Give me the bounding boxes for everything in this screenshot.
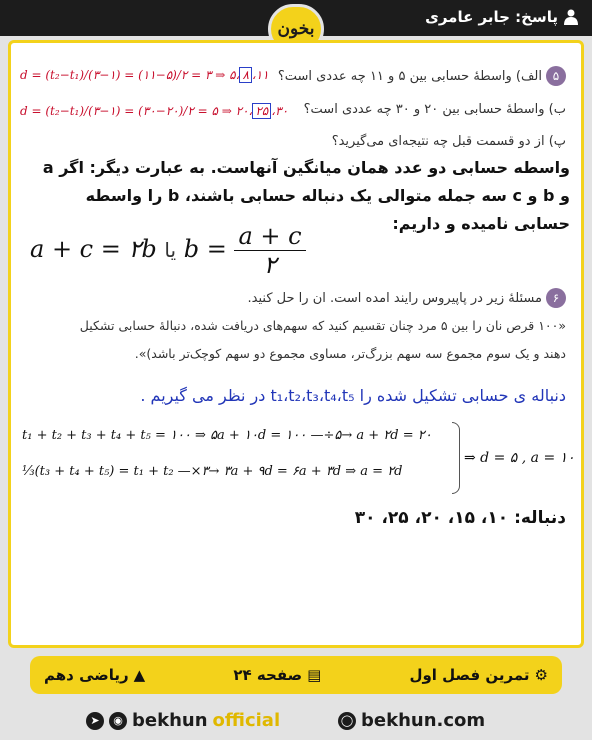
user-icon bbox=[564, 9, 578, 25]
footer-bar bbox=[30, 656, 562, 694]
book-label: ریاضی دهم bbox=[44, 666, 129, 684]
graduation-cap-icon: ▲ bbox=[133, 666, 146, 684]
solution-tail: ،۱۱ bbox=[251, 68, 269, 82]
q6-quote-1: «۱۰۰ قرص نان را بین ۵ مرد چنان تقسیم کنید که سهم‌های دریافت شده، دنبالهٔ حسابی تشکیل bbox=[79, 318, 566, 333]
definition-line-1: واسطه حسابی دو عدد همان میانگین آنهاست. به عبارت دیگر: اگر a bbox=[42, 158, 570, 177]
handle-part-a: bekhun bbox=[132, 710, 208, 731]
website-text: bekhun.com bbox=[361, 710, 486, 731]
content-card bbox=[8, 40, 584, 648]
q5-part-a-solution bbox=[20, 68, 269, 82]
globe-icon: ◯ bbox=[338, 712, 356, 730]
formula-b: b = bbox=[183, 235, 227, 263]
fraction-denominator: ۲ bbox=[263, 251, 277, 279]
answer-box: ۲۵ bbox=[252, 103, 271, 119]
brace bbox=[452, 422, 460, 494]
q5-part-c bbox=[332, 134, 566, 149]
equation-1: t₁ + t₂ + t₃ + t₄ + t₅ = ۱۰۰ ⇒ ۵a + ۱۰d = ۱۰۰ —÷۵→ a + ۲d = ۲۰ bbox=[22, 428, 432, 443]
q5-part-a bbox=[278, 66, 566, 86]
author-label bbox=[425, 8, 578, 26]
social-handle[interactable] bbox=[86, 710, 280, 731]
q5-part-b-text: ب) واسطهٔ حسابی بین ۲۰ و ۳۰ چه عددی است؟ bbox=[303, 102, 566, 117]
formula-or: یا bbox=[164, 238, 177, 262]
footer-book bbox=[44, 666, 145, 684]
solution-text: d = (t₂−t₁)/(۳−۱) = (۳۰−۲۰)/۲ = ۵ ⇒ ۲۰، bbox=[20, 104, 253, 118]
q5-part-b-solution bbox=[20, 104, 288, 118]
sequence-answer: دنباله: ۱۰، ۱۵، ۲۰، ۲۵، ۳۰ bbox=[354, 508, 566, 528]
logo-text: بخون bbox=[277, 19, 315, 39]
author-text: پاسخ: جابر عامری bbox=[425, 8, 558, 26]
answer-box: ۸ bbox=[239, 67, 251, 83]
page-label: صفحه ۲۴ bbox=[233, 666, 303, 684]
instagram-icon[interactable]: ◉ bbox=[109, 712, 127, 730]
chapter-label: تمرین فصل اول bbox=[409, 666, 530, 684]
telegram-icon[interactable]: ➤ bbox=[86, 712, 104, 730]
solution-text: d = (t₂−t₁)/(۳−۱) = (۱۱−۵)/۲ = ۳ ⇒ ۵، bbox=[20, 68, 240, 82]
formula-sum: a + c = ۲b bbox=[30, 235, 157, 263]
q6-assumption: دنباله ی حسابی تشکیل شده را t₁،t₂،t₃،t₄،t₅ در نظر می گیریم . bbox=[140, 386, 566, 405]
definition-line-3: حسابی نامیده و داریم: bbox=[392, 214, 570, 233]
definition-line-2: و b و c سه جمله متوالی یک دنباله حسابی باشند، b را واسطه bbox=[85, 186, 570, 205]
handle-part-b: official bbox=[212, 710, 281, 731]
q5-part-c-text: پ) از دو قسمت قبل چه نتیجه‌ای می‌گیرید؟ bbox=[331, 134, 566, 149]
q6-quote-2: دهند و یک سوم مجموع سه سهم بزرگ‌تر، مساوی مجموع دو سهم کوچک‌تر باشد)». bbox=[134, 346, 566, 361]
equation-2: ⅓(t₃ + t₄ + t₅) = t₁ + t₂ —×۳→ ۳a + ۹d = ۶a + ۳d ⇒ a = ۲d bbox=[22, 464, 403, 479]
website-link[interactable] bbox=[338, 710, 485, 731]
q5-part-b bbox=[304, 102, 566, 117]
formula-fraction bbox=[234, 222, 305, 279]
q6-intro bbox=[248, 288, 566, 308]
book-icon: ▤ bbox=[307, 666, 322, 684]
q6-intro-text: مسئلهٔ زیر در پاپیروس رایند امده است. ان را حل کنید. bbox=[247, 291, 542, 306]
question-number-badge: ۵ bbox=[546, 66, 566, 86]
q5-part-a-text: الف) واسطهٔ حسابی بین ۵ و ۱۱ چه عددی است؟ bbox=[277, 69, 542, 84]
solution-tail: ،۳۰ bbox=[271, 104, 289, 118]
footer-chapter bbox=[409, 666, 548, 684]
bottom-bar bbox=[0, 700, 592, 740]
fraction-numerator: a + c bbox=[234, 222, 305, 251]
footer-page bbox=[233, 666, 321, 684]
equation-result: ⇒ d = ۵ , a = ۱۰ bbox=[464, 450, 575, 466]
student-icon: ⚙ bbox=[534, 666, 548, 684]
mean-formula bbox=[30, 222, 306, 279]
question-number-badge: ۶ bbox=[546, 288, 566, 308]
